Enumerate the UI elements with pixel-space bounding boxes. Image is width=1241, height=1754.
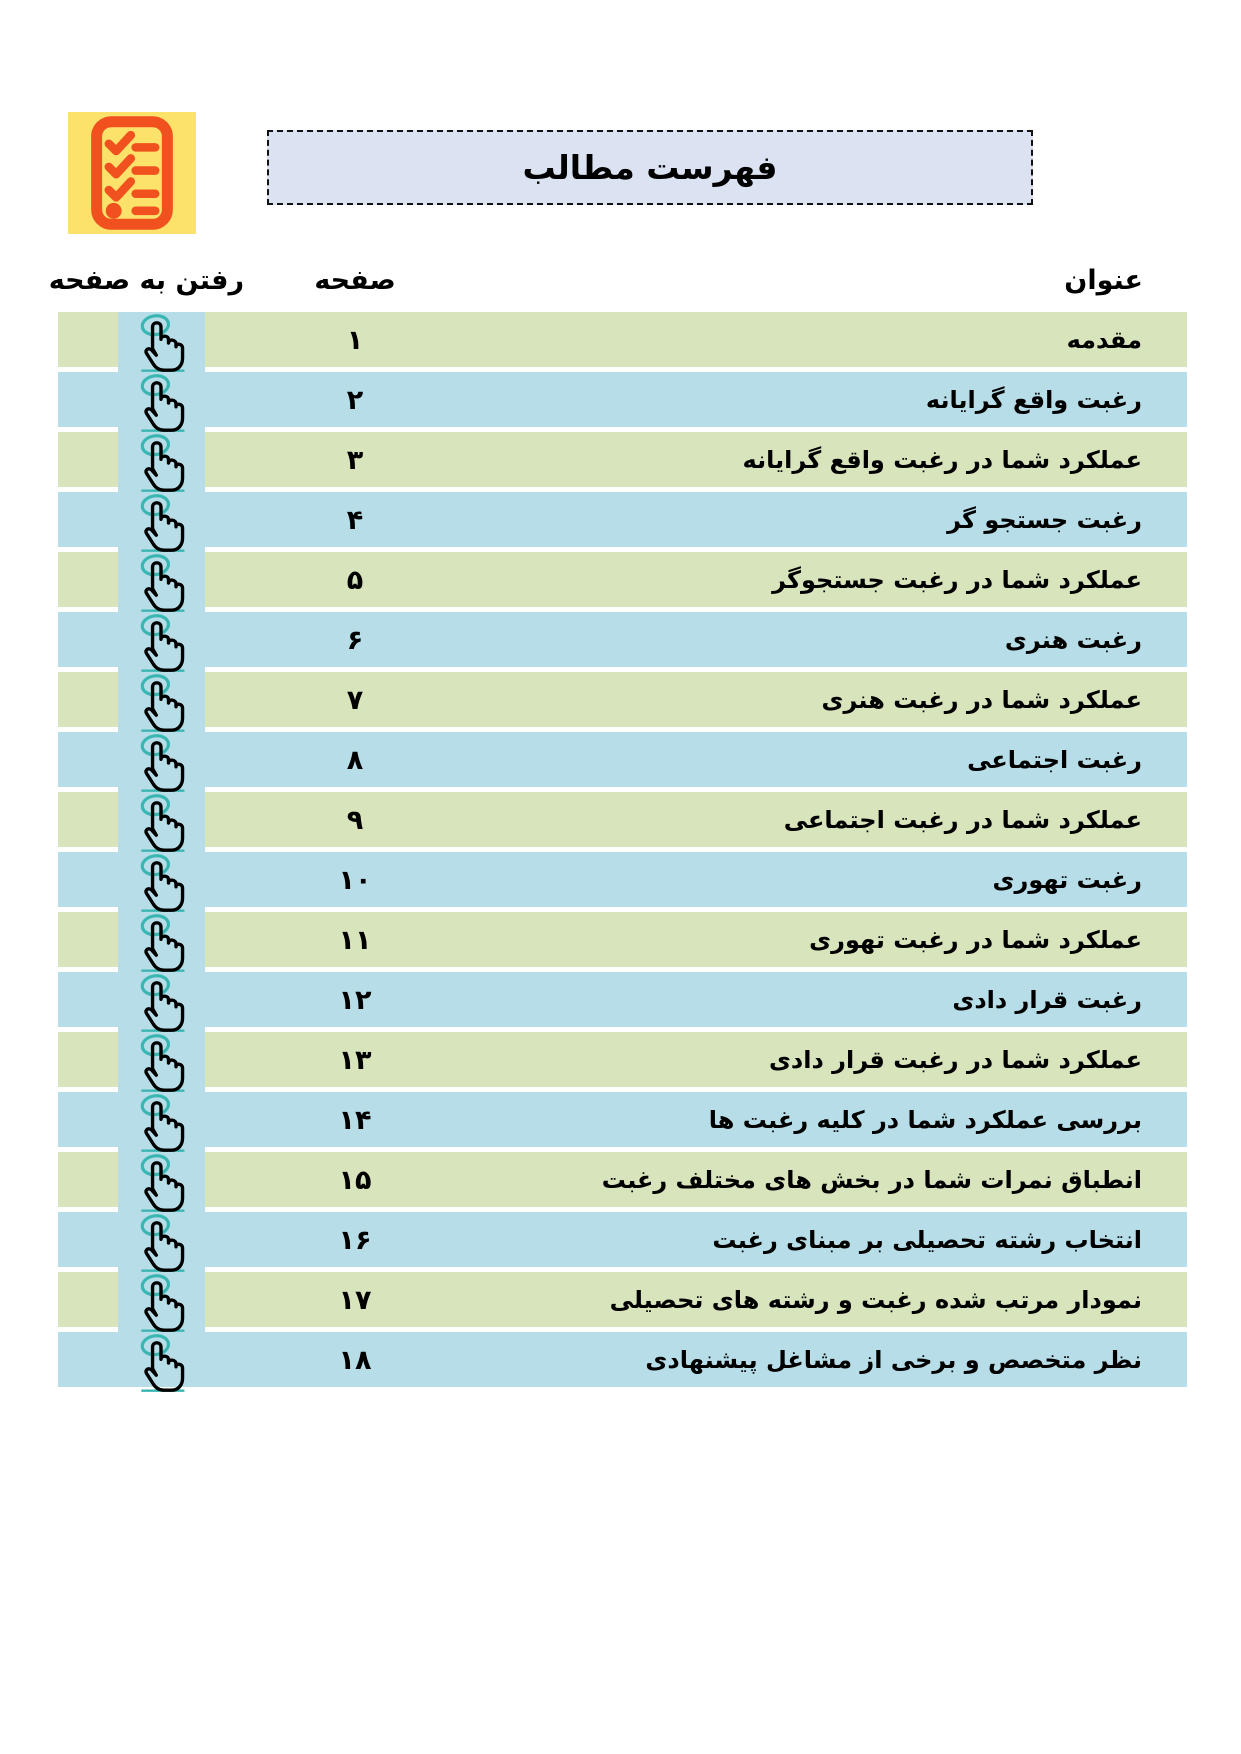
goto-page-button[interactable]: [132, 1213, 190, 1273]
row-page-number: ۱۶: [338, 1225, 372, 1256]
table-row: [58, 552, 1187, 607]
table-row: [58, 1092, 1187, 1147]
goto-page-button[interactable]: [132, 1333, 190, 1393]
row-title: رغبت اجتماعی: [967, 746, 1142, 774]
title-box: [267, 130, 1033, 205]
pointer-hand-icon: [132, 973, 190, 1033]
row-title: عملکرد شما در رغبت تهوری: [809, 926, 1142, 954]
pointer-hand-icon: [132, 1273, 190, 1333]
pointer-hand-icon: [132, 1033, 190, 1093]
row-page-number: ۱۸: [338, 1345, 372, 1376]
goto-page-button[interactable]: [132, 493, 190, 553]
table-row: [58, 1332, 1187, 1387]
table-row: [58, 732, 1187, 787]
table-row: [58, 1152, 1187, 1207]
table-row: [58, 372, 1187, 427]
pointer-hand-icon: [132, 733, 190, 793]
row-title: رغبت هنری: [1004, 626, 1142, 654]
table-row: [58, 312, 1187, 367]
goto-page-button[interactable]: [132, 613, 190, 673]
pointer-hand-icon: [132, 493, 190, 553]
pointer-hand-icon: [132, 853, 190, 913]
goto-page-button[interactable]: [132, 1033, 190, 1093]
column-header-title: عنوان: [1064, 265, 1143, 296]
row-title: انتخاب رشته تحصیلی بر مبنای رغبت: [712, 1226, 1142, 1254]
pointer-hand-icon: [132, 373, 190, 433]
row-page-number: ۱۵: [338, 1165, 372, 1196]
row-title: رغبت واقع گرایانه: [925, 386, 1142, 414]
goto-page-button[interactable]: [132, 673, 190, 733]
row-title: عملکرد شما در رغبت هنری: [821, 686, 1142, 714]
table-row: [58, 612, 1187, 667]
row-title: رغبت قرار دادی: [952, 986, 1142, 1014]
checklist-icon: [68, 112, 196, 234]
row-title: نمودار مرتب شده رغبت و رشته های تحصیلی: [609, 1286, 1142, 1314]
row-page-number: ۲: [346, 385, 364, 416]
pointer-hand-icon: [132, 673, 190, 733]
goto-page-button[interactable]: [132, 1273, 190, 1333]
row-page-number: ۱۲: [338, 985, 372, 1016]
table-row: [58, 912, 1187, 967]
table-row: [58, 1212, 1187, 1267]
row-page-number: ۷: [346, 685, 364, 716]
row-page-number: ۱۴: [338, 1105, 372, 1136]
pointer-hand-icon: [132, 793, 190, 853]
row-page-number: ۶: [346, 625, 364, 656]
row-page-number: ۱: [346, 325, 364, 356]
page-title: فهرست مطالب: [522, 148, 778, 187]
pointer-hand-icon: [132, 553, 190, 613]
pointer-hand-icon: [132, 1333, 190, 1393]
row-page-number: ۴: [346, 505, 364, 536]
pointer-hand-icon: [132, 613, 190, 673]
pointer-hand-icon: [132, 1213, 190, 1273]
goto-page-button[interactable]: [132, 313, 190, 373]
goto-page-button[interactable]: [132, 373, 190, 433]
row-title: عملکرد شما در رغبت اجتماعی: [783, 806, 1142, 834]
row-title: نظر متخصص و برخی از مشاغل پیشنهادی: [645, 1346, 1142, 1374]
row-title: رغبت تهوری: [992, 866, 1142, 894]
table-row: [58, 852, 1187, 907]
row-title: مقدمه: [1066, 326, 1142, 354]
goto-page-button[interactable]: [132, 433, 190, 493]
row-title: بررسی عملکرد شما در کلیه رغبت ها: [708, 1106, 1142, 1134]
row-page-number: ۸: [346, 745, 364, 776]
table-row: [58, 1032, 1187, 1087]
goto-page-button[interactable]: [132, 853, 190, 913]
goto-page-button[interactable]: [132, 733, 190, 793]
row-page-number: ۱۱: [338, 925, 372, 956]
pointer-hand-icon: [132, 1093, 190, 1153]
row-title: عملکرد شما در رغبت جستجوگر: [772, 566, 1142, 594]
goto-page-button[interactable]: [132, 1153, 190, 1213]
row-title: انطباق نمرات شما در بخش های مختلف رغبت: [601, 1166, 1142, 1194]
table-row: [58, 1272, 1187, 1327]
pointer-hand-icon: [132, 313, 190, 373]
row-page-number: ۹: [346, 805, 364, 836]
row-title: عملکرد شما در رغبت قرار دادی: [768, 1046, 1142, 1074]
row-page-number: ۱۳: [338, 1045, 372, 1076]
row-page-number: ۱۰: [338, 865, 372, 896]
column-header-page: صفحه: [314, 265, 396, 296]
table-row: [58, 432, 1187, 487]
row-title: رغبت جستجو گر: [947, 506, 1142, 534]
table-row: [58, 972, 1187, 1027]
table-row: [58, 792, 1187, 847]
goto-page-button[interactable]: [132, 553, 190, 613]
goto-page-button[interactable]: [132, 793, 190, 853]
goto-page-button[interactable]: [132, 973, 190, 1033]
row-title: عملکرد شما در رغبت واقع گرایانه: [742, 446, 1142, 474]
row-page-number: ۵: [346, 565, 364, 596]
column-header-goto: رفتن به صفحه: [48, 265, 244, 296]
table-row: [58, 672, 1187, 727]
row-page-number: ۱۷: [338, 1285, 372, 1316]
pointer-hand-icon: [132, 433, 190, 493]
pointer-hand-icon: [132, 913, 190, 973]
table-row: [58, 492, 1187, 547]
row-page-number: ۳: [346, 445, 364, 476]
goto-page-button[interactable]: [132, 913, 190, 973]
pointer-hand-icon: [132, 1153, 190, 1213]
goto-page-button[interactable]: [132, 1093, 190, 1153]
